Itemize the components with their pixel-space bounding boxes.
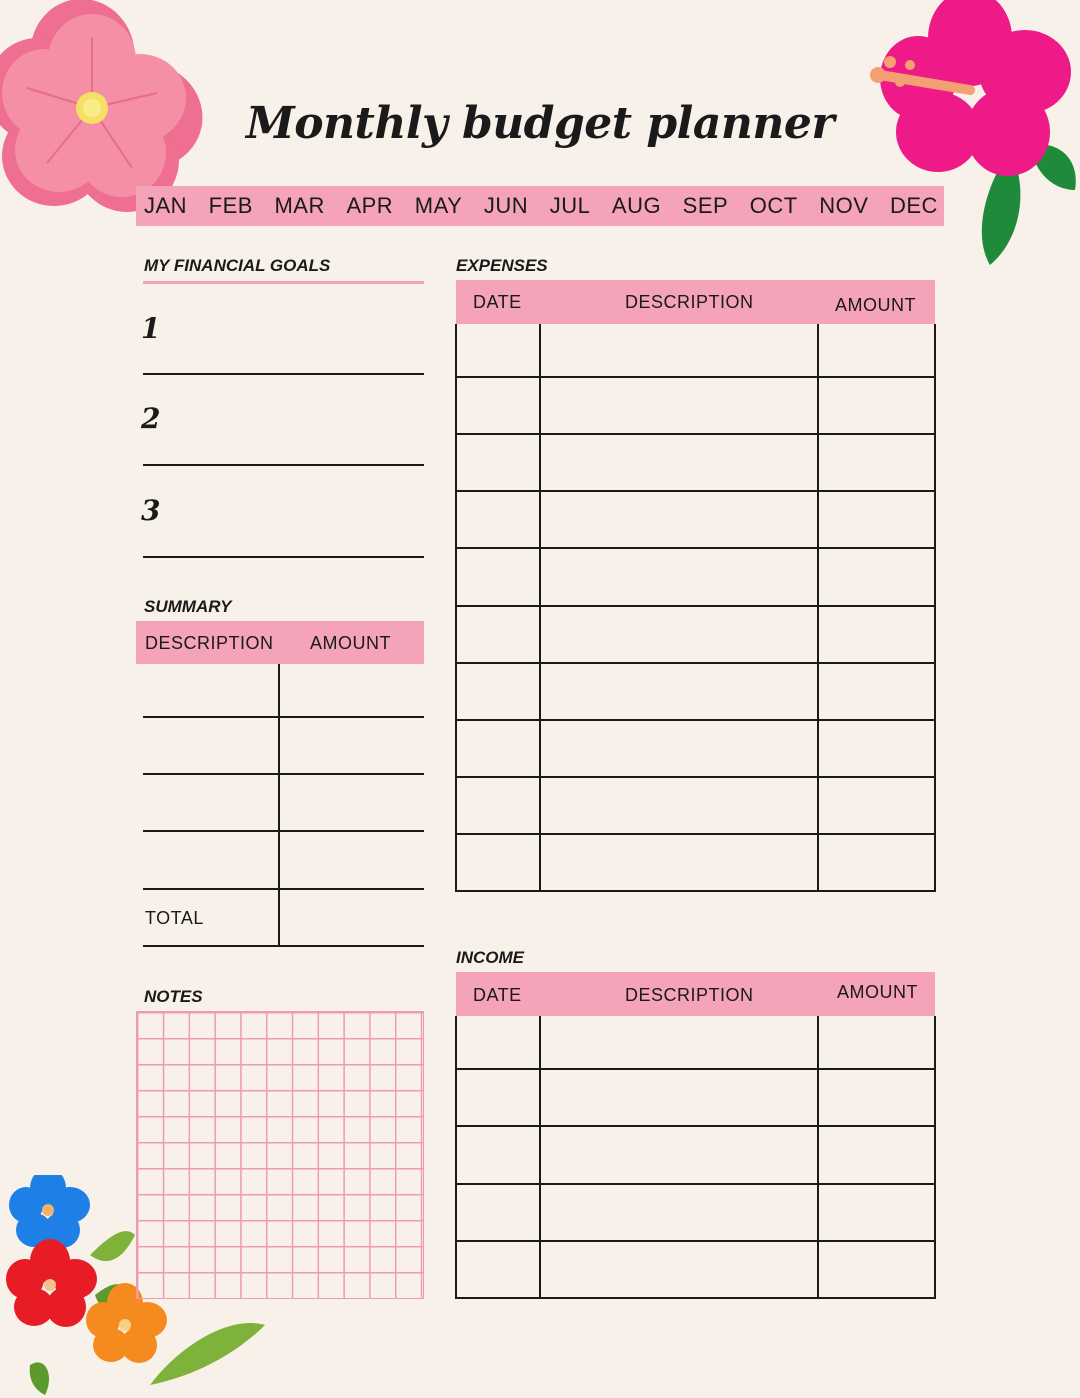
- summary-total-line[interactable]: [143, 945, 424, 947]
- expenses-border-right: [934, 324, 936, 892]
- income-col-amount: AMOUNT: [837, 982, 918, 1002]
- expenses-row[interactable]: [456, 662, 936, 664]
- expenses-row[interactable]: [456, 547, 936, 549]
- income-row[interactable]: [456, 1240, 935, 1242]
- income-row[interactable]: [456, 1125, 935, 1127]
- goal-line-3[interactable]: [143, 556, 424, 558]
- month-mar[interactable]: MAR: [274, 193, 325, 218]
- goal-number-2: 2: [141, 402, 161, 435]
- income-col-date: DATE: [473, 985, 522, 1005]
- summary-col-description: DESCRIPTION: [145, 633, 274, 653]
- goal-line-1[interactable]: [143, 373, 424, 375]
- summary-divider: [278, 664, 280, 946]
- month-jan[interactable]: JAN: [144, 193, 188, 218]
- expenses-row[interactable]: [456, 490, 936, 492]
- income-heading: INCOME: [456, 948, 524, 967]
- notes-heading: NOTES: [144, 987, 203, 1006]
- goals-underline: [143, 281, 424, 284]
- income-divider-amount: [817, 1016, 819, 1299]
- month-selector: [136, 186, 944, 226]
- month-feb[interactable]: FEB: [208, 193, 253, 218]
- goal-line-2[interactable]: [143, 464, 424, 466]
- income-border-left: [455, 1016, 457, 1299]
- summary-row[interactable]: [143, 773, 424, 775]
- summary-row[interactable]: [143, 888, 424, 890]
- month-jul[interactable]: JUL: [549, 193, 591, 218]
- expenses-row[interactable]: [456, 719, 936, 721]
- income-divider-date: [539, 1016, 541, 1299]
- income-row[interactable]: [456, 1183, 935, 1185]
- goal-number-3: 3: [141, 494, 161, 527]
- expenses-divider-amount: [817, 324, 819, 892]
- month-nov[interactable]: NOV: [819, 193, 869, 218]
- page-title: Monthly budget planner: [245, 98, 835, 149]
- expenses-row[interactable]: [456, 605, 936, 607]
- month-aug[interactable]: AUG: [611, 193, 662, 218]
- month-oct[interactable]: OCT: [749, 193, 798, 218]
- expenses-col-description: DESCRIPTION: [625, 292, 754, 312]
- expenses-col-amount: AMOUNT: [835, 295, 916, 315]
- summary-heading: SUMMARY: [144, 597, 232, 616]
- summary-row[interactable]: [143, 830, 424, 832]
- expenses-row[interactable]: [456, 890, 936, 892]
- expenses-heading: EXPENSES: [456, 256, 548, 275]
- goal-number-1: 1: [141, 312, 161, 345]
- month-jun[interactable]: JUN: [483, 193, 529, 218]
- month-sep[interactable]: SEP: [682, 193, 729, 218]
- month-may[interactable]: MAY: [414, 193, 463, 218]
- expenses-row[interactable]: [456, 776, 936, 778]
- income-row[interactable]: [456, 1068, 935, 1070]
- expenses-row[interactable]: [456, 433, 936, 435]
- summary-col-amount: AMOUNT: [310, 633, 391, 653]
- month-apr[interactable]: APR: [346, 193, 394, 218]
- notes-grid[interactable]: [136, 1011, 424, 1299]
- expenses-row[interactable]: [456, 833, 936, 835]
- income-col-description: DESCRIPTION: [625, 985, 754, 1005]
- income-border-right: [934, 1016, 936, 1299]
- expenses-border-left: [455, 324, 457, 892]
- summary-total-label: TOTAL: [145, 908, 204, 928]
- expenses-col-date: DATE: [473, 292, 522, 312]
- summary-row[interactable]: [143, 716, 424, 718]
- income-row[interactable]: [456, 1297, 935, 1299]
- month-dec[interactable]: DEC: [890, 193, 938, 218]
- goals-heading: MY FINANCIAL GOALS: [144, 256, 331, 275]
- expenses-divider-date: [539, 324, 541, 892]
- expenses-row[interactable]: [456, 376, 936, 378]
